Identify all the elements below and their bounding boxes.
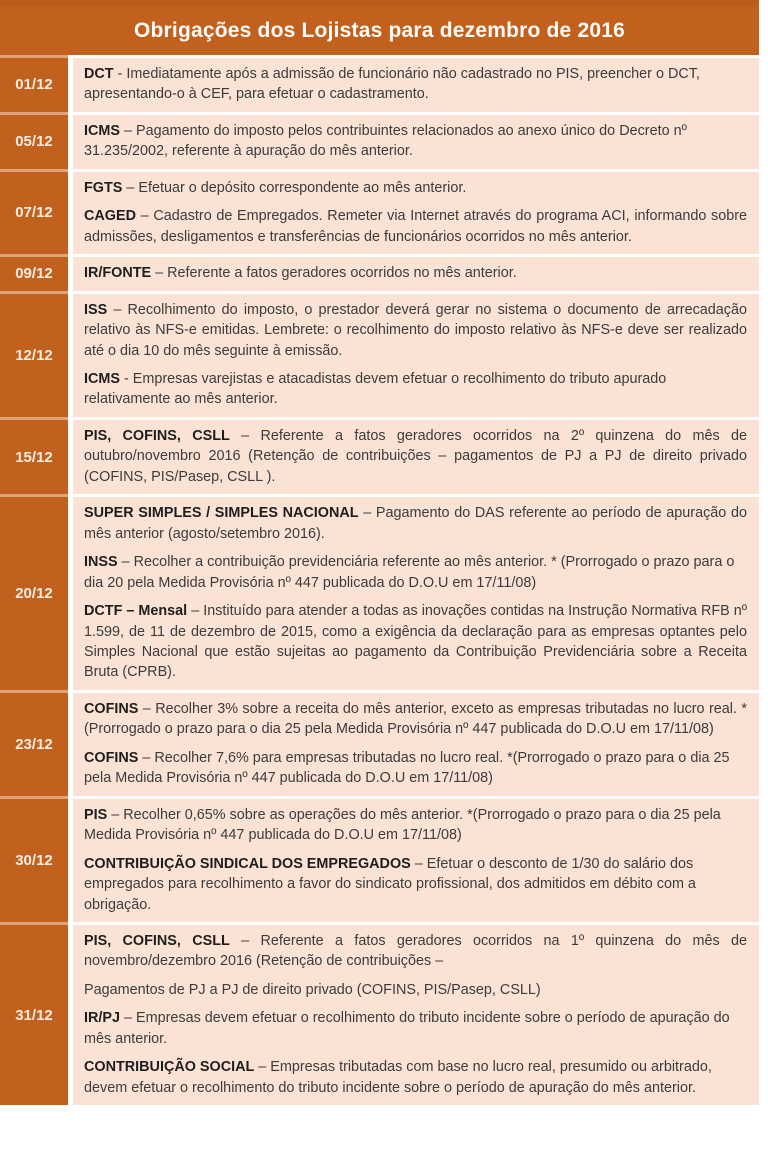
table-row [0, 693, 759, 796]
obligation-cell [73, 115, 759, 169]
obligation-term: PIS [84, 806, 108, 823]
obligation-term: ICMS [84, 122, 120, 139]
obligation-term: COFINS [84, 749, 139, 766]
obligation-paragraph [84, 854, 747, 915]
obligation-paragraph [84, 931, 747, 972]
obligation-paragraph [84, 980, 747, 1000]
obligation-paragraph [84, 300, 747, 361]
obligation-term: SUPER SIMPLES / SIMPLES NACIONAL [84, 505, 359, 522]
obligation-text: - Imediatamente após a admissão de funcionário não cadastrado no PIS, preencher o DCT, apresentando-o à CEF, para efetuar o cadastramento. [84, 66, 700, 103]
obligation-term: CONTRIBUIÇÃO SOCIAL [84, 1059, 255, 1076]
obligation-paragraph [84, 64, 747, 105]
obligation-term: IR/PJ [84, 1010, 120, 1027]
date-cell: 23/12 [0, 693, 68, 796]
obligation-cell [73, 172, 759, 254]
table-row [0, 799, 759, 922]
obligations-table [0, 55, 759, 1105]
obligation-text: Pagamentos de PJ a PJ de direito privado (COFINS, PIS/Pasep, CSLL) [84, 981, 541, 998]
obligation-term: INSS [84, 554, 118, 571]
obligation-paragraph [84, 1008, 747, 1049]
obligation-cell [73, 257, 759, 290]
obligation-text: – Efetuar o desconto de 1/30 do salário dos empregados para recolhimento a favor do sindicato profissional, dos admitidos em débito com a obrigação. [84, 855, 696, 913]
obligation-paragraph [84, 1057, 747, 1098]
obligation-term: ICMS [84, 370, 120, 387]
table-row [0, 257, 759, 290]
obligation-text: – Pagamento do imposto pelos contribuintes relacionados ao anexo único do Decreto nº 31.235/2002, referente à apuração do mês anterior. [84, 122, 687, 160]
page-title: Obrigações dos Lojistas para dezembro de 2016 [133, 18, 625, 42]
obligation-text: – Referente a fatos geradores ocorridos na 2º quinzena do mês de outubro/novembro 2016 (Retenção de contribuições – pagamentos de PJ a PJ de direito privado (COFINS, PIS/Pasep, CSLL ). [84, 427, 748, 485]
obligation-term: CAGED [84, 208, 136, 225]
obligation-text: – Referente a fatos geradores ocorridos no mês anterior. [151, 265, 517, 282]
document-header [0, 0, 759, 55]
obligation-paragraph [84, 426, 747, 487]
table-row [0, 294, 759, 417]
obligation-text: – Recolher 3% sobre a receita do mês anterior, exceto as empresas tributadas no lucro real. * (Prorrogado o prazo para o dia 25 pela Medida Provisória nº 447 publicada do D.O.U em 17/11/08) [84, 700, 747, 738]
obligation-paragraph [84, 503, 747, 544]
obligation-paragraph [84, 601, 747, 683]
obligation-term: DCTF – Mensal [84, 603, 188, 620]
obligation-text: – Referente a fatos geradores ocorridos na 1º quinzena do mês de novembro/dezembro 2016 (Retenção de contribuições – [84, 932, 748, 970]
table-row [0, 497, 759, 690]
obligation-cell [73, 294, 759, 417]
obligation-term: PIS, COFINS, CSLL [84, 932, 230, 949]
table-row [0, 58, 759, 112]
obligation-text: – Cadastro de Empregados. Remeter via Internet através do programa ACI, informando sobre admissões, desligamentos e transferências de funcionários ocorridos no mês anterior. [84, 208, 747, 245]
obligation-text: – Instituído para atender a todas as inovações contidas na Instrução Normativa RFB nº 1.599, de 11 de dezembro de 2015, como a exigência da declaração para as empresas optantes pelo Simples Nacional que estão sujeitas ao pagamento da Contribuição Previdenciária sobre a Receita Bruta (CPRB). [84, 603, 747, 681]
obligation-text: – Recolher 0,65% sobre as operações do mês anterior. *(Prorrogado o prazo para o dia 25 pela Medida Provisória nº 447 publicada do D.O.U em 17/11/08) [84, 806, 721, 844]
obligation-paragraph [84, 178, 747, 198]
date-cell: 30/12 [0, 799, 68, 922]
obligation-text: – Pagamento do DAS referente ao período de apuração do mês anterior (agosto/setembro 2016). [84, 505, 747, 542]
obligation-paragraph [84, 206, 747, 247]
obligation-cell [73, 693, 759, 796]
obligation-paragraph [84, 552, 747, 593]
obligation-text: – Recolher a contribuição previdenciária referente ao mês anterior. * (Prorrogado o prazo para o dia 20 pela Medida Provisória nº 447 publicada do D.O.U em 17/11/08) [84, 554, 735, 591]
obligation-paragraph [84, 699, 747, 740]
obligation-term: DCT [84, 66, 114, 82]
obligation-text: – Recolhimento do imposto, o prestador deverá gerar no sistema o documento de arrecadação relativo às NFS-e emitidas. Lembrete: o recolhimento do imposto relativo às NFS-e deve ser realizado até o dia 10 do mês seguinte à emissão. [84, 301, 747, 359]
date-cell: 05/12 [0, 115, 68, 169]
obligation-text: – Efetuar o depósito correspondente ao mês anterior. [122, 179, 467, 196]
obligation-text: – Empresas tributadas com base no lucro real, presumido ou arbitrado, devem efetuar o recolhimento do tributo incidente sobre o período de apuração do mês anterior. [84, 1059, 712, 1096]
obligation-term: IR/FONTE [84, 265, 152, 282]
obligation-term: PIS, COFINS, CSLL [84, 427, 230, 444]
date-cell: 31/12 [0, 925, 68, 1105]
obligation-paragraph [84, 121, 747, 162]
date-cell: 09/12 [0, 257, 68, 290]
table-row [0, 115, 759, 169]
date-cell: 20/12 [0, 497, 68, 690]
obligation-term: FGTS [84, 179, 123, 196]
obligation-cell [73, 925, 759, 1105]
table-row [0, 925, 759, 1105]
obligation-text: – Recolher 7,6% para empresas tributadas no lucro real. *(Prorrogado o prazo para o dia 25 pela Medida Provisória nº 447 publicada do D.O.U em 17/11/08) [84, 749, 730, 787]
obligation-text: - Empresas varejistas e atacadistas devem efetuar o recolhimento do tributo apurado relativamente ao mês anterior. [84, 370, 667, 408]
obligation-paragraph [84, 805, 747, 846]
table-row [0, 420, 759, 494]
obligation-cell [73, 58, 759, 112]
obligation-paragraph [84, 263, 747, 283]
date-cell: 07/12 [0, 172, 68, 254]
table-row [0, 172, 759, 254]
obligation-text: – Empresas devem efetuar o recolhimento do tributo incidente sobre o período de apuração do mês anterior. [84, 1010, 730, 1047]
obligation-cell [73, 420, 759, 494]
obligation-paragraph [84, 748, 747, 789]
obligation-cell [73, 799, 759, 922]
obligation-term: COFINS [84, 700, 139, 717]
obligation-cell [73, 497, 759, 690]
date-cell: 12/12 [0, 294, 68, 417]
obligation-term: CONTRIBUIÇÃO SINDICAL DOS EMPREGADOS [84, 855, 411, 872]
obligation-term: ISS [84, 301, 108, 318]
date-cell: 15/12 [0, 420, 68, 494]
obligation-paragraph [84, 369, 747, 410]
date-cell: 01/12 [0, 58, 68, 112]
